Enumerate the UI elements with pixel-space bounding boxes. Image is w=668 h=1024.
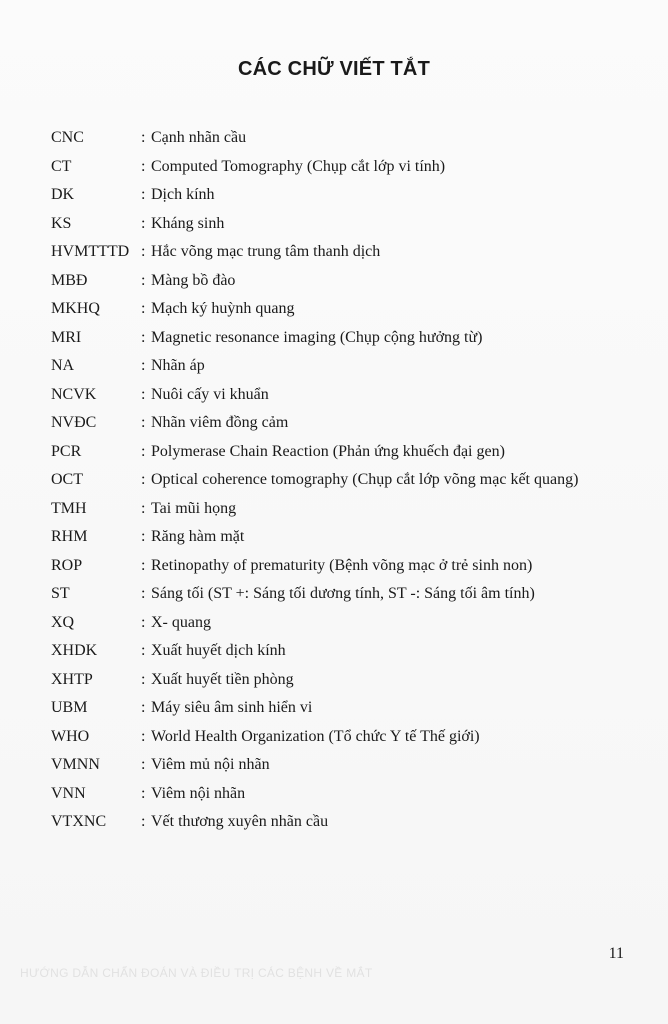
abbreviation-definition: Nhãn áp <box>151 357 205 374</box>
colon-separator: : <box>141 300 146 317</box>
abbreviation-term: NA <box>51 357 75 374</box>
show-through-footer: HƯỚNG DẪN CHẨN ĐOÁN VÀ ĐIỀU TRỊ CÁC BỆNH VỀ MẮT <box>20 966 373 980</box>
abbreviation-term: CT <box>51 157 72 175</box>
abbreviation-term: XHDK <box>51 642 98 659</box>
abbreviation-term: NCVK <box>51 385 97 403</box>
abbreviation-row <box>51 523 578 552</box>
colon-separator: : <box>141 243 146 260</box>
colon-separator: : <box>141 585 146 602</box>
abbreviation-definition: Computed Tomography (Chụp cắt lớp vi tính) <box>151 157 446 175</box>
colon-separator: : <box>141 727 146 745</box>
abbreviation-term: NVĐC <box>51 414 97 431</box>
colon-separator: : <box>141 556 146 574</box>
colon-separator: : <box>141 385 146 403</box>
abbreviation-definition: Dịch kính <box>151 186 215 203</box>
abbreviation-term: CNC <box>51 129 84 146</box>
abbreviation-definition: Viêm mủ nội nhãn <box>151 756 270 773</box>
abbreviation-row <box>51 694 578 723</box>
abbreviation-definition: Tai mũi họng <box>151 499 237 517</box>
abbreviation-definition: Viêm nội nhãn <box>151 784 246 802</box>
abbreviation-term: TMH <box>51 499 87 517</box>
colon-separator: : <box>141 756 146 773</box>
abbreviation-row <box>51 409 578 438</box>
abbreviation-definition: Răng hàm mặt <box>151 528 245 545</box>
abbreviation-term: ST <box>51 585 70 602</box>
abbreviation-term: VMNN <box>51 756 100 773</box>
abbreviation-term: VNN <box>51 784 86 802</box>
colon-separator: : <box>141 528 146 545</box>
abbreviation-row <box>51 352 578 381</box>
abbreviation-definition: Máy siêu âm sinh hiển vi <box>151 699 313 716</box>
abbreviation-row <box>51 495 578 524</box>
abbreviation-term: XHTP <box>51 670 93 688</box>
colon-separator: : <box>141 186 146 203</box>
abbreviation-definition: Polymerase Chain Reaction (Phản ứng khuếch đại gen) <box>151 442 505 460</box>
abbreviation-term: MKHQ <box>51 300 100 317</box>
abbreviation-list <box>51 124 578 837</box>
abbreviation-row <box>51 808 578 837</box>
abbreviation-row <box>51 637 578 666</box>
abbreviation-definition: Cạnh nhãn cầu <box>151 129 247 146</box>
colon-separator: : <box>141 442 146 460</box>
colon-separator: : <box>141 129 146 146</box>
abbreviation-definition: Sáng tối (ST +: Sáng tối dương tính, ST -: Sáng tối âm tính) <box>151 585 535 602</box>
abbreviation-row <box>51 466 578 495</box>
colon-separator: : <box>141 813 146 830</box>
abbreviation-row <box>51 580 578 609</box>
abbreviation-term: RHM <box>51 528 88 545</box>
abbreviation-definition: Mạch ký huỳnh quang <box>151 300 295 317</box>
abbreviation-definition: Magnetic resonance imaging (Chụp cộng hưởng từ) <box>151 328 483 346</box>
abbreviation-definition: X- quang <box>151 613 211 631</box>
colon-separator: : <box>141 471 146 488</box>
colon-separator: : <box>141 214 146 232</box>
abbreviation-row <box>51 238 578 267</box>
abbreviation-definition: Xuất huyết dịch kính <box>151 642 286 659</box>
abbreviation-definition: World Health Organization (Tổ chức Y tế Thế giới) <box>151 727 480 745</box>
abbreviation-term: OCT <box>51 471 83 488</box>
abbreviation-term: UBM <box>51 699 88 716</box>
abbreviation-term: ROP <box>51 556 83 574</box>
abbreviation-term: HVMTTTD <box>51 243 130 260</box>
abbreviation-row <box>51 780 578 809</box>
abbreviation-row <box>51 124 578 153</box>
colon-separator: : <box>141 499 146 517</box>
abbreviation-row <box>51 210 578 239</box>
abbreviation-term: DK <box>51 186 75 203</box>
abbreviation-definition: Kháng sinh <box>151 214 225 232</box>
colon-separator: : <box>141 157 146 175</box>
abbreviation-row <box>51 609 578 638</box>
abbreviation-row <box>51 666 578 695</box>
colon-separator: : <box>141 784 146 802</box>
abbreviation-row <box>51 552 578 581</box>
abbreviation-definition: Retinopathy of prematurity (Bệnh võng mạc ở trẻ sinh non) <box>151 556 533 574</box>
abbreviation-term: MBĐ <box>51 271 88 289</box>
abbreviation-row <box>51 153 578 182</box>
colon-separator: : <box>141 670 146 688</box>
colon-separator: : <box>141 613 146 631</box>
abbreviation-term: MRI <box>51 328 82 346</box>
abbreviation-row <box>51 381 578 410</box>
abbreviation-definition: Optical coherence tomography (Chụp cắt lớp võng mạc kết quang) <box>151 471 579 488</box>
abbreviation-definition: Nhãn viêm đồng cảm <box>151 414 289 431</box>
abbreviation-row <box>51 267 578 296</box>
abbreviation-definition: Vết thương xuyên nhãn cầu <box>151 813 329 830</box>
page-title: CÁC CHỮ VIẾT TẮT <box>237 58 430 80</box>
colon-separator: : <box>141 414 146 431</box>
colon-separator: : <box>141 642 146 659</box>
abbreviation-term: XQ <box>51 613 75 631</box>
abbreviation-term: WHO <box>51 727 90 745</box>
abbreviation-row <box>51 438 578 467</box>
abbreviation-row <box>51 723 578 752</box>
abbreviation-row <box>51 295 578 324</box>
colon-separator: : <box>141 271 146 289</box>
abbreviation-term: KS <box>51 214 72 232</box>
abbreviation-definition: Xuất huyết tiền phòng <box>151 670 294 688</box>
abbreviation-row <box>51 324 578 353</box>
abbreviation-definition: Hắc võng mạc trung tâm thanh dịch <box>151 243 381 260</box>
abbreviation-definition: Màng bồ đào <box>151 271 236 289</box>
colon-separator: : <box>141 699 146 716</box>
page-number: 11 <box>608 945 624 962</box>
abbreviation-row <box>51 751 578 780</box>
abbreviation-definition: Nuôi cấy vi khuẩn <box>151 385 269 403</box>
colon-separator: : <box>141 328 146 346</box>
abbreviation-term: VTXNC <box>51 813 107 830</box>
abbreviation-row <box>51 181 578 210</box>
abbreviation-term: PCR <box>51 442 82 460</box>
colon-separator: : <box>141 357 146 374</box>
